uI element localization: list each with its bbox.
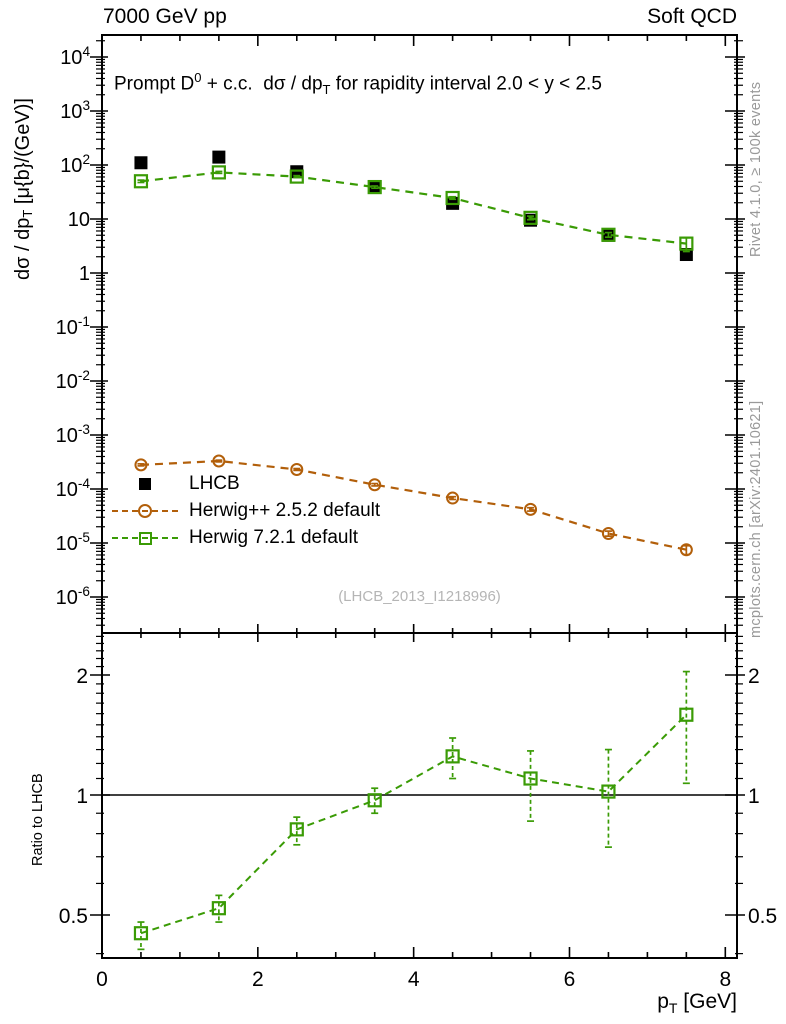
x-title-text-2: [GeV]: [677, 990, 737, 1013]
svg-text:1: 1: [748, 785, 760, 808]
mcplots-arxiv-caption: mcplots.cern.ch [arXiv:2401.10621]: [748, 400, 764, 638]
legend: [112, 470, 380, 551]
ratio-series-herwig-7-2-1-default: [135, 672, 692, 950]
y-title-subscript: T: [20, 209, 35, 218]
title-subscript: T: [322, 82, 331, 98]
svg-text:10-4: $10^{-4}$: [55, 476, 90, 501]
ratio-axis-title: Ratio to LHCB: [30, 773, 46, 866]
legend-item-herwig-721: [112, 524, 380, 551]
y-axis-title: [12, 35, 35, 280]
svg-text:10-5: $10^{-5}$: [55, 530, 90, 555]
svg-text:102: $10^2$: [60, 152, 90, 177]
svg-text:2: 2: [748, 665, 760, 689]
x-axis-title: [500, 990, 737, 1016]
plot-title: [114, 70, 602, 97]
svg-text:6: 6: [563, 968, 576, 991]
title-superscript: 0: [194, 70, 202, 85]
svg-text:8: 8: [719, 968, 732, 991]
legend-label-lhcb: LHCB: [189, 472, 240, 494]
svg-text:10-2: $10^{-2}$: [55, 368, 90, 393]
legend-item-herwig-252: [112, 497, 380, 524]
herwig-721-marker-icon: [112, 530, 178, 546]
beam-energy-label: 7000 GeV pp: [103, 5, 227, 28]
title-text-2: + c.c. dσ / dp: [201, 73, 323, 95]
title-text-3: for rapidity interval 2.0 < y < 2.5: [330, 73, 602, 95]
svg-text:1: 1: [76, 785, 88, 808]
legend-label-herwig-721: Herwig 7.2.1 default: [189, 526, 358, 548]
analysis-id-watermark: (LHCB_2013_I1218996): [338, 588, 501, 605]
title-text-1: Prompt D: [114, 73, 195, 95]
svg-text:103: $10^3$: [60, 98, 90, 123]
svg-text:104: $10^4$: [60, 44, 90, 69]
herwig-252-marker-icon: [112, 503, 178, 519]
svg-text:0.5: 0.5: [58, 904, 88, 928]
svg-text:10: 10: [67, 209, 90, 231]
svg-text:0: 0: [96, 968, 108, 991]
legend-item-lhcb: [112, 470, 380, 497]
svg-text:1: 1: [78, 263, 90, 285]
svg-text:10-6: $10^{-6}$: [55, 584, 90, 609]
svg-text:4: 4: [407, 968, 420, 991]
x-title-subscript: T: [668, 1000, 678, 1017]
process-group-label: Soft QCD: [647, 5, 737, 28]
y-title-text-2: [μ{b}/(GeV)]: [12, 98, 34, 210]
svg-text:10-1: $10^{-1}$: [55, 314, 90, 339]
svg-text:2: 2: [76, 665, 88, 689]
svg-text:2: 2: [251, 968, 264, 991]
legend-label-herwig-252: Herwig++ 2.5.2 default: [189, 499, 381, 521]
y-title-text-1: dσ / dp: [12, 217, 34, 280]
lhcb-marker-icon: [112, 476, 178, 492]
svg-text:0.5: 0.5: [748, 904, 778, 928]
svg-text:10-3: $10^{-3}$: [55, 422, 90, 447]
x-title-text-1: p: [657, 990, 669, 1013]
rivet-version-caption: Rivet 4.1.0, ≥ 100k events: [748, 81, 764, 257]
